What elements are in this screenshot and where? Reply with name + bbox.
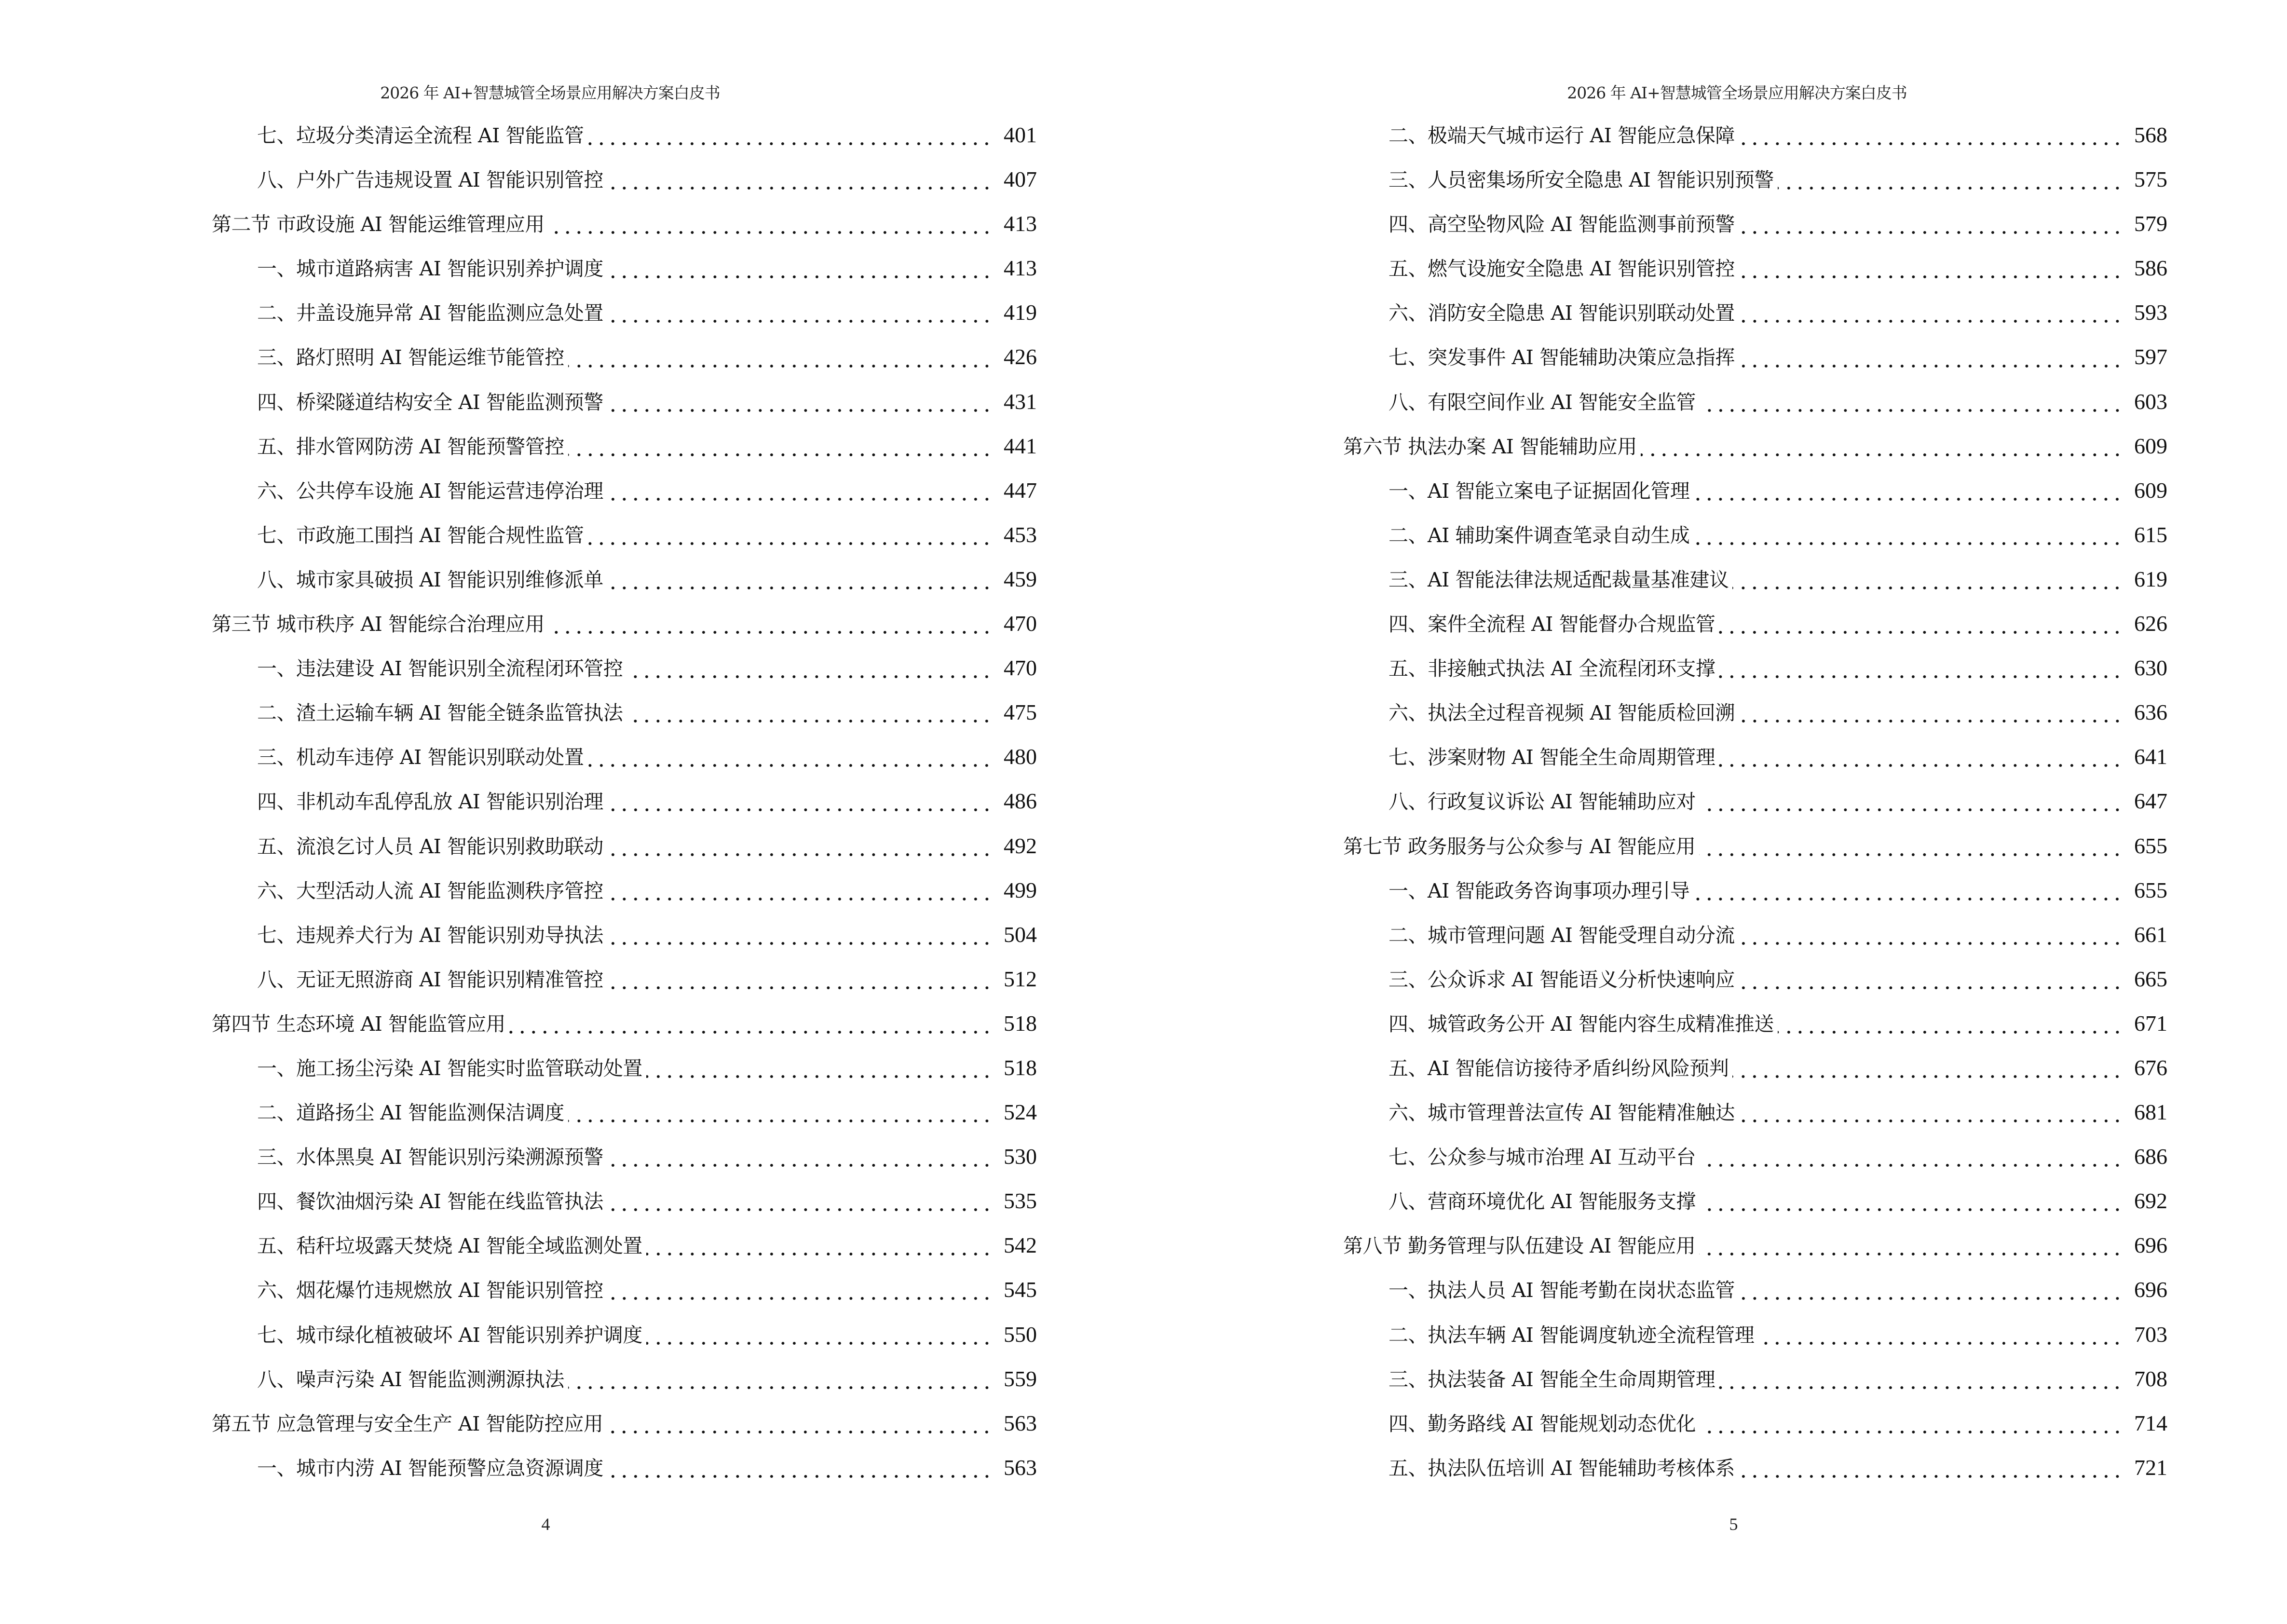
toc-item-entry[interactable] xyxy=(212,735,1037,779)
toc-item-entry[interactable] xyxy=(212,1090,1037,1134)
toc-item-entry[interactable] xyxy=(212,824,1037,868)
dot-leader xyxy=(1739,1474,2123,1478)
dot-leader xyxy=(1719,1386,2123,1390)
toc-item-entry[interactable] xyxy=(1343,779,2167,823)
toc-entry-title: 二、AI 辅助案件调查笔录自动生成 xyxy=(1389,523,1690,547)
toc-entry-page-number: 661 xyxy=(2134,922,2167,947)
toc-entry-page-number: 426 xyxy=(1004,344,1037,369)
dot-leader xyxy=(1699,853,2123,857)
toc-entry-title: 三、人员密集场所安全隐患 AI 智能识别预警 xyxy=(1389,168,1774,192)
toc-item-entry[interactable] xyxy=(212,335,1037,379)
dot-leader xyxy=(607,853,993,857)
toc-entry-page-number: 470 xyxy=(1004,611,1037,636)
toc-item-entry[interactable] xyxy=(1343,468,2167,513)
toc-entry-page-number: 686 xyxy=(2134,1144,2167,1169)
toc-entry-page-number: 413 xyxy=(1004,256,1037,281)
toc-section-entry[interactable] xyxy=(212,1401,1037,1446)
toc-entry-page-number: 550 xyxy=(1004,1322,1037,1347)
toc-item-entry[interactable] xyxy=(1343,1268,2167,1312)
toc-entry-title: 二、执法车辆 AI 智能调度轨迹全流程管理 xyxy=(1389,1323,1755,1347)
toc-item-entry[interactable] xyxy=(212,1312,1037,1357)
toc-item-entry[interactable] xyxy=(212,1046,1037,1090)
toc-entry-title: 七、涉案财物 AI 智能全生命周期管理 xyxy=(1389,746,1715,769)
toc-entry-page-number: 459 xyxy=(1004,566,1037,591)
toc-entry-title: 六、执法全过程音视频 AI 智能质检回溯 xyxy=(1389,701,1735,725)
toc-item-entry[interactable] xyxy=(1343,1046,2167,1090)
toc-entry-page-number: 568 xyxy=(2134,123,2167,147)
toc-entry-title: 二、道路扬尘 AI 智能监测保洁调度 xyxy=(257,1101,564,1125)
dot-leader xyxy=(587,142,993,146)
toc-entry-title: 六、消防安全隐患 AI 智能识别联动处置 xyxy=(1389,301,1735,325)
dot-leader xyxy=(1732,1075,2123,1078)
toc-entry-page-number: 563 xyxy=(1004,1410,1037,1435)
toc-entry-page-number: 619 xyxy=(2134,566,2167,591)
dot-leader xyxy=(607,275,993,279)
toc-entry-title: 二、井盖设施异常 AI 智能监测应急处置 xyxy=(257,301,603,325)
dot-leader xyxy=(1700,1430,2123,1434)
toc-entry-title: 五、排水管网防涝 AI 智能预警管控 xyxy=(257,435,564,458)
toc-item-entry[interactable] xyxy=(1343,957,2167,1001)
dot-leader xyxy=(1700,409,2123,412)
toc-entry-page-number: 696 xyxy=(2134,1233,2167,1258)
toc-section-entry[interactable] xyxy=(1343,824,2167,868)
toc-entry-title: 第七节 政务服务与公众参与 AI 智能应用 xyxy=(1343,834,1696,858)
toc-entry-page-number: 518 xyxy=(1004,1010,1037,1036)
toc-entry-title: 一、城市道路病害 AI 智能识别养护调度 xyxy=(257,257,603,281)
dot-leader xyxy=(1739,942,2123,945)
toc-entry-title: 一、AI 智能政务咨询事项办理引导 xyxy=(1389,879,1690,902)
toc-item-entry[interactable] xyxy=(1343,1446,2167,1490)
toc-item-entry[interactable] xyxy=(1343,113,2167,157)
toc-item-entry[interactable] xyxy=(212,246,1037,290)
toc-entry-title: 四、桥梁隧道结构安全 AI 智能监测预警 xyxy=(257,390,603,414)
toc-entry-page-number: 721 xyxy=(2134,1455,2167,1480)
dot-leader xyxy=(568,364,993,368)
toc-entry-title: 三、机动车违停 AI 智能识别联动处置 xyxy=(257,746,584,769)
toc-entry-page-number: 530 xyxy=(1004,1144,1037,1169)
dot-leader xyxy=(1641,453,2123,457)
dot-leader xyxy=(1719,675,2123,679)
toc-entry-page-number: 542 xyxy=(1004,1233,1037,1258)
dot-leader xyxy=(1700,1208,2123,1212)
toc-entry-page-number: 603 xyxy=(2134,389,2167,414)
toc-entry-page-number: 535 xyxy=(1004,1188,1037,1214)
toc-item-entry[interactable] xyxy=(1343,690,2167,735)
dot-leader xyxy=(509,1030,993,1034)
toc-entry-title: 五、AI 智能信访接待矛盾纠纷风险预判 xyxy=(1389,1056,1729,1080)
toc-entry-title: 五、流浪乞讨人员 AI 智能识别救助联动 xyxy=(257,834,603,858)
dot-leader xyxy=(568,453,993,457)
dot-leader xyxy=(568,1386,993,1390)
running-header: 2026 年 AI+智慧城管全场景应用解决方案白皮书 xyxy=(1567,83,1907,102)
dot-leader xyxy=(1739,319,2123,323)
dot-leader xyxy=(607,409,993,412)
toc-item-entry[interactable] xyxy=(1343,1357,2167,1401)
toc-item-entry[interactable] xyxy=(1343,157,2167,202)
toc-entry-title: 第六节 执法办案 AI 智能辅助应用 xyxy=(1343,435,1637,458)
toc-entry-page-number: 676 xyxy=(2134,1055,2167,1080)
dot-leader xyxy=(587,764,993,767)
toc-item-entry[interactable] xyxy=(1343,290,2167,335)
toc-entry-title: 五、非接触式执法 AI 全流程闭环支撑 xyxy=(1389,657,1715,681)
toc-entry-title: 七、市政施工围挡 AI 智能合规性监管 xyxy=(257,523,584,547)
dot-leader xyxy=(1719,764,2123,767)
toc-entry-title: 三、执法装备 AI 智能全生命周期管理 xyxy=(1389,1367,1715,1391)
toc-section-entry[interactable] xyxy=(1343,1223,2167,1268)
toc-entry-page-number: 586 xyxy=(2134,256,2167,281)
toc-entry-page-number: 575 xyxy=(2134,167,2167,192)
toc-entry-title: 七、公众参与城市治理 AI 互动平台 xyxy=(1389,1146,1696,1169)
dot-leader xyxy=(1719,630,2123,634)
page-right xyxy=(1144,0,2287,1624)
dot-leader xyxy=(548,630,993,634)
toc-entry-title: 一、违法建设 AI 智能识别全流程闭环管控 xyxy=(257,657,623,681)
toc-entry-title: 第八节 勤务管理与队伍建设 AI 智能应用 xyxy=(1343,1234,1696,1258)
toc-entry-page-number: 696 xyxy=(2134,1277,2167,1302)
toc-item-entry[interactable] xyxy=(1343,1179,2167,1223)
toc-item-entry[interactable] xyxy=(212,868,1037,913)
dot-leader xyxy=(1700,1163,2123,1167)
toc-entry-page-number: 636 xyxy=(2134,700,2167,725)
toc-entry-page-number: 597 xyxy=(2134,344,2167,369)
dot-leader xyxy=(646,1075,993,1078)
toc-entry-title: 三、AI 智能法律法规适配裁量基准建议 xyxy=(1389,568,1729,591)
toc-item-entry[interactable] xyxy=(1343,1001,2167,1046)
toc-entry-page-number: 512 xyxy=(1004,966,1037,991)
toc-entry-title: 七、违规养犬行为 AI 智能识别劝导执法 xyxy=(257,923,603,947)
dot-leader xyxy=(1739,275,2123,279)
table-of-contents xyxy=(1343,113,2167,1490)
toc-item-entry[interactable] xyxy=(212,646,1037,690)
toc-item-entry[interactable] xyxy=(212,290,1037,335)
toc-item-entry[interactable] xyxy=(1343,601,2167,646)
dot-leader xyxy=(1758,1341,2123,1345)
dot-leader xyxy=(1739,986,2123,990)
toc-entry-page-number: 609 xyxy=(2134,478,2167,503)
toc-section-entry[interactable] xyxy=(1343,424,2167,468)
toc-entry-page-number: 671 xyxy=(2134,1010,2167,1036)
toc-entry-title: 八、营商环境优化 AI 智能服务支撑 xyxy=(1389,1190,1696,1214)
dot-leader xyxy=(607,1430,993,1434)
dot-leader xyxy=(607,808,993,812)
toc-entry-page-number: 655 xyxy=(2134,833,2167,858)
dot-leader xyxy=(1693,897,2123,901)
dot-leader xyxy=(607,1296,993,1300)
dot-leader xyxy=(607,586,993,590)
toc-entry-title: 三、路灯照明 AI 智能运维节能管控 xyxy=(257,346,564,369)
dot-leader xyxy=(646,1252,993,1256)
toc-item-entry[interactable] xyxy=(1343,1401,2167,1446)
toc-item-entry[interactable] xyxy=(1343,646,2167,690)
toc-entry-page-number: 499 xyxy=(1004,877,1037,902)
toc-entry-page-number: 504 xyxy=(1004,922,1037,947)
toc-entry-page-number: 441 xyxy=(1004,433,1037,458)
toc-entry-title: 八、无证无照游商 AI 智能识别精准管控 xyxy=(257,968,603,991)
dot-leader xyxy=(1778,186,2123,190)
toc-entry-title: 第三节 城市秩序 AI 智能综合治理应用 xyxy=(212,613,545,636)
toc-entry-title: 三、公众诉求 AI 智能语义分析快速响应 xyxy=(1389,968,1735,991)
dot-leader xyxy=(646,1341,993,1345)
toc-entry-page-number: 681 xyxy=(2134,1100,2167,1125)
running-header: 2026 年 AI+智慧城管全场景应用解决方案白皮书 xyxy=(380,83,720,102)
toc-item-entry[interactable] xyxy=(212,1223,1037,1268)
toc-entry-page-number: 431 xyxy=(1004,389,1037,414)
toc-entry-page-number: 665 xyxy=(2134,966,2167,991)
toc-entry-title: 第五节 应急管理与安全生产 AI 智能防控应用 xyxy=(212,1412,603,1435)
toc-entry-page-number: 470 xyxy=(1004,655,1037,681)
toc-item-entry[interactable] xyxy=(212,1357,1037,1401)
toc-entry-page-number: 579 xyxy=(2134,211,2167,236)
toc-entry-title: 第四节 生态环境 AI 智能监管应用 xyxy=(212,1012,505,1036)
toc-item-entry[interactable] xyxy=(1343,335,2167,379)
toc-item-entry[interactable] xyxy=(1343,380,2167,424)
toc-item-entry[interactable] xyxy=(1343,1090,2167,1134)
toc-entry-page-number: 480 xyxy=(1004,744,1037,769)
toc-item-entry[interactable] xyxy=(212,1268,1037,1312)
toc-item-entry[interactable] xyxy=(1343,1312,2167,1357)
toc-item-entry[interactable] xyxy=(1343,913,2167,957)
toc-entry-page-number: 407 xyxy=(1004,167,1037,192)
dot-leader xyxy=(568,1119,993,1123)
toc-entry-page-number: 655 xyxy=(2134,877,2167,902)
toc-entry-title: 四、勤务路线 AI 智能规划动态优化 xyxy=(1389,1412,1696,1435)
toc-entry-page-number: 475 xyxy=(1004,700,1037,725)
dot-leader xyxy=(626,719,993,723)
toc-item-entry[interactable] xyxy=(212,424,1037,468)
toc-entry-page-number: 447 xyxy=(1004,478,1037,503)
toc-item-entry[interactable] xyxy=(1343,202,2167,246)
toc-item-entry[interactable] xyxy=(212,513,1037,557)
toc-item-entry[interactable] xyxy=(1343,513,2167,557)
toc-item-entry[interactable] xyxy=(212,1179,1037,1223)
toc-entry-title: 八、行政复议诉讼 AI 智能辅助应对 xyxy=(1389,790,1696,814)
toc-item-entry[interactable] xyxy=(1343,246,2167,290)
toc-item-entry[interactable] xyxy=(212,957,1037,1001)
toc-entry-page-number: 615 xyxy=(2134,522,2167,547)
toc-entry-title: 二、城市管理问题 AI 智能受理自动分流 xyxy=(1389,923,1735,947)
toc-item-entry[interactable] xyxy=(1343,868,2167,913)
toc-entry-page-number: 419 xyxy=(1004,300,1037,325)
toc-item-entry[interactable] xyxy=(1343,735,2167,779)
dot-leader xyxy=(548,231,993,234)
dot-leader xyxy=(607,319,993,323)
toc-entry-title: 七、城市绿化植被破坏 AI 智能识别养护调度 xyxy=(257,1323,642,1347)
table-of-contents xyxy=(212,113,1037,1490)
toc-entry-title: 一、施工扬尘污染 AI 智能实时监管联动处置 xyxy=(257,1056,642,1080)
dot-leader xyxy=(1699,1252,2123,1256)
toc-item-entry[interactable] xyxy=(1343,1134,2167,1179)
toc-entry-title: 六、公共停车设施 AI 智能运营违停治理 xyxy=(257,479,603,503)
toc-item-entry[interactable] xyxy=(212,913,1037,957)
dot-leader xyxy=(626,675,993,679)
toc-section-entry[interactable] xyxy=(212,1001,1037,1046)
toc-entry-title: 四、案件全流程 AI 智能督办合规监管 xyxy=(1389,613,1715,636)
toc-entry-title: 六、烟花爆竹违规燃放 AI 智能识别管控 xyxy=(257,1279,603,1302)
toc-entry-title: 一、执法人员 AI 智能考勤在岗状态监管 xyxy=(1389,1279,1735,1302)
toc-entry-title: 二、极端天气城市运行 AI 智能应急保障 xyxy=(1389,124,1735,147)
toc-entry-title: 六、大型活动人流 AI 智能监测秩序管控 xyxy=(257,879,603,902)
page-number: 4 xyxy=(541,1515,550,1534)
toc-entry-title: 二、渣土运输车辆 AI 智能全链条监管执法 xyxy=(257,701,623,725)
toc-entry-title: 一、AI 智能立案电子证据固化管理 xyxy=(1389,479,1690,503)
toc-entry-title: 七、突发事件 AI 智能辅助决策应急指挥 xyxy=(1389,346,1735,369)
toc-section-entry[interactable] xyxy=(212,202,1037,246)
toc-item-entry[interactable] xyxy=(212,690,1037,735)
toc-entry-title: 八、有限空间作业 AI 智能安全监管 xyxy=(1389,390,1696,414)
toc-entry-title: 四、餐饮油烟污染 AI 智能在线监管执法 xyxy=(257,1190,603,1214)
toc-entry-page-number: 641 xyxy=(2134,744,2167,769)
toc-entry-page-number: 492 xyxy=(1004,833,1037,858)
dot-leader xyxy=(1739,231,2123,234)
toc-item-entry[interactable] xyxy=(212,468,1037,513)
toc-entry-page-number: 545 xyxy=(1004,1277,1037,1302)
toc-item-entry[interactable] xyxy=(212,380,1037,424)
toc-entry-page-number: 703 xyxy=(2134,1322,2167,1347)
toc-entry-page-number: 401 xyxy=(1004,123,1037,147)
toc-entry-page-number: 563 xyxy=(1004,1455,1037,1480)
dot-leader xyxy=(607,186,993,190)
toc-entry-title: 八、城市家具破损 AI 智能识别维修派单 xyxy=(257,568,603,591)
toc-entry-title: 五、秸秆垃圾露天焚烧 AI 智能全域监测处置 xyxy=(257,1234,642,1258)
toc-entry-page-number: 486 xyxy=(1004,789,1037,814)
dot-leader xyxy=(607,942,993,945)
toc-entry-title: 八、噪声污染 AI 智能监测溯源执法 xyxy=(257,1367,564,1391)
dot-leader xyxy=(607,897,993,901)
toc-item-entry[interactable] xyxy=(212,779,1037,823)
toc-entry-title: 四、非机动车乱停乱放 AI 智能识别治理 xyxy=(257,790,603,814)
dot-leader xyxy=(1732,586,2123,590)
dot-leader xyxy=(1739,1296,2123,1300)
toc-entry-page-number: 692 xyxy=(2134,1188,2167,1214)
toc-item-entry[interactable] xyxy=(212,1134,1037,1179)
toc-entry-title: 一、城市内涝 AI 智能预警应急资源调度 xyxy=(257,1456,603,1480)
toc-entry-page-number: 524 xyxy=(1004,1100,1037,1125)
toc-entry-page-number: 708 xyxy=(2134,1366,2167,1391)
dot-leader xyxy=(1693,542,2123,546)
toc-entry-title: 三、水体黑臭 AI 智能识别污染溯源预警 xyxy=(257,1146,603,1169)
toc-entry-page-number: 593 xyxy=(2134,300,2167,325)
dot-leader xyxy=(607,497,993,501)
toc-section-entry[interactable] xyxy=(212,601,1037,646)
toc-entry-page-number: 626 xyxy=(2134,611,2167,636)
dot-leader xyxy=(607,1208,993,1212)
toc-entry-title: 五、燃气设施安全隐患 AI 智能识别管控 xyxy=(1389,257,1735,281)
dot-leader xyxy=(607,1163,993,1167)
toc-entry-title: 六、城市管理普法宣传 AI 智能精准触达 xyxy=(1389,1101,1735,1125)
toc-entry-page-number: 647 xyxy=(2134,789,2167,814)
dot-leader xyxy=(1693,497,2123,501)
toc-entry-page-number: 559 xyxy=(1004,1366,1037,1391)
toc-entry-page-number: 609 xyxy=(2134,433,2167,458)
dot-leader xyxy=(1700,808,2123,812)
page-number: 5 xyxy=(1729,1515,1738,1534)
dot-leader xyxy=(607,986,993,990)
toc-entry-page-number: 413 xyxy=(1004,211,1037,236)
toc-item-entry[interactable] xyxy=(212,557,1037,601)
toc-entry-title: 四、高空坠物风险 AI 智能监测事前预警 xyxy=(1389,213,1735,236)
dot-leader xyxy=(1778,1030,2123,1034)
dot-leader xyxy=(607,1474,993,1478)
toc-entry-page-number: 518 xyxy=(1004,1055,1037,1080)
dot-leader xyxy=(1739,719,2123,723)
dot-leader xyxy=(1739,142,2123,146)
toc-item-entry[interactable] xyxy=(212,157,1037,202)
toc-entry-title: 七、垃圾分类清运全流程 AI 智能监管 xyxy=(257,124,584,147)
toc-entry-title: 八、户外广告违规设置 AI 智能识别管控 xyxy=(257,168,603,192)
toc-item-entry[interactable] xyxy=(1343,557,2167,601)
toc-entry-title: 五、执法队伍培训 AI 智能辅助考核体系 xyxy=(1389,1456,1735,1480)
dot-leader xyxy=(587,542,993,546)
toc-item-entry[interactable] xyxy=(212,113,1037,157)
toc-entry-page-number: 630 xyxy=(2134,655,2167,681)
dot-leader xyxy=(1739,1119,2123,1123)
toc-entry-title: 四、城管政务公开 AI 智能内容生成精准推送 xyxy=(1389,1012,1774,1036)
toc-entry-title: 第二节 市政设施 AI 智能运维管理应用 xyxy=(212,213,545,236)
toc-entry-page-number: 453 xyxy=(1004,522,1037,547)
toc-item-entry[interactable] xyxy=(212,1446,1037,1490)
toc-entry-page-number: 714 xyxy=(2134,1410,2167,1435)
dot-leader xyxy=(1739,364,2123,368)
